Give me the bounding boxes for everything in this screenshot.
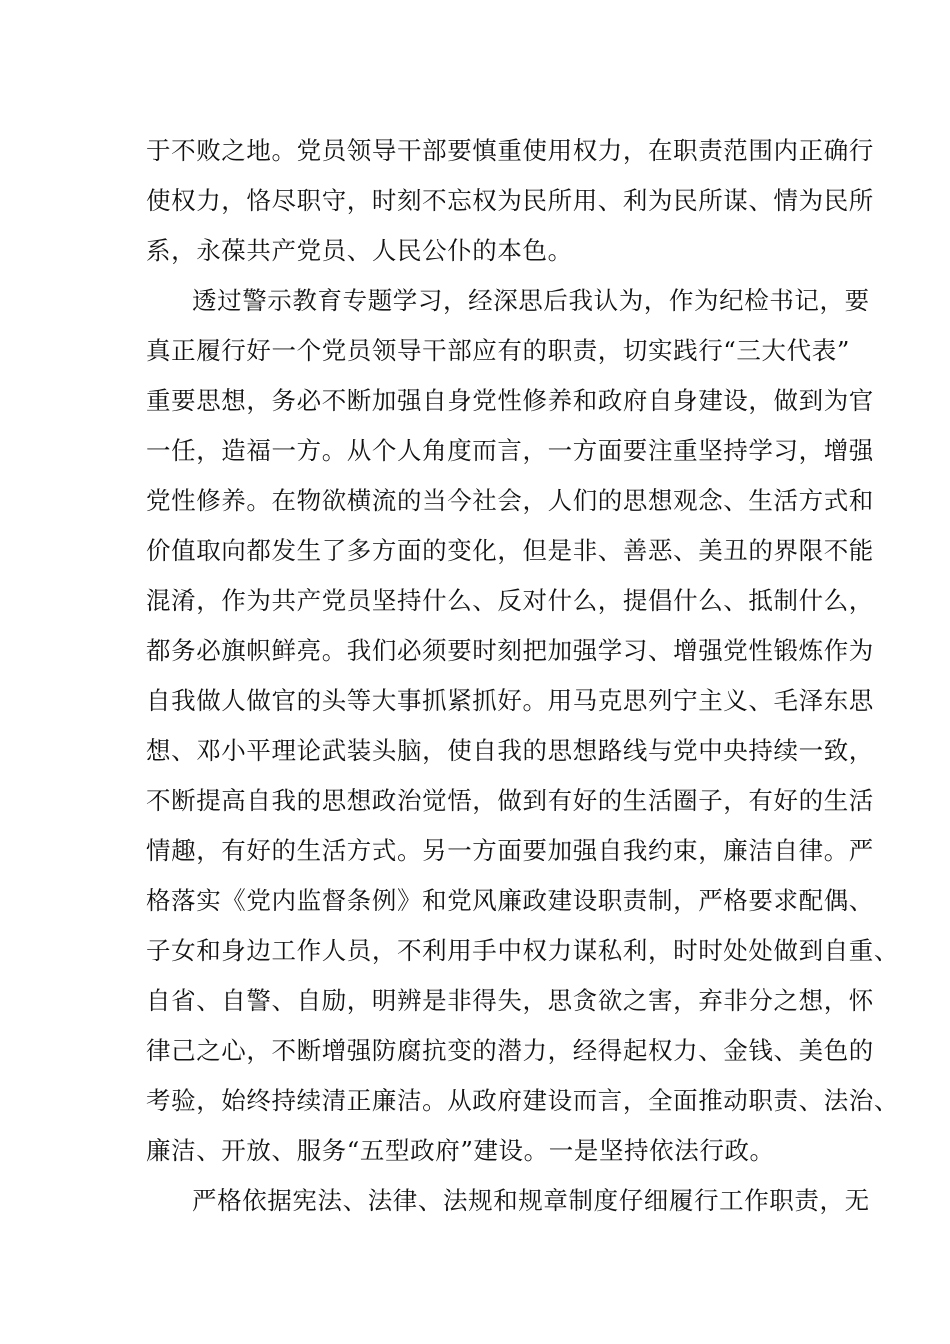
text-line: 于不败之地。党员领导干部要慎重使用权力，在职责范围内正确行 (146, 136, 874, 165)
text-line: 格落实《党内监督条例》和党风廉政建设职责制，严格要求配偶、 (146, 886, 874, 915)
paragraph-first-line: 严格依据宪法、法律、法规和规章制度仔细履行工作职责，无 (192, 1186, 870, 1215)
text-line: 系，永葆共产党员、人民公仆的本色。 (146, 236, 573, 265)
text-line: 重要思想，务必不断加强自身党性修养和政府自身建设，做到为官 (146, 386, 874, 415)
text-line: 真正履行好一个党员领导干部应有的职责，切实践行“三大代表” (146, 336, 850, 365)
text-line: 廉洁、开放、服务“五型政府”建设。一是坚持依法行政。 (146, 1136, 775, 1165)
text-line: 混淆，作为共产党员坚持什么、反对什么，提倡什么、抵制什么， (146, 586, 874, 615)
text-line: 子女和身边工作人员，不利用手中权力谋私利，时时处处做到自重、 (146, 936, 899, 965)
paragraph-first-line: 透过警示教育专题学习，经深思后我认为，作为纪检书记，要 (192, 286, 870, 315)
text-line: 使权力，恪尽职守，时刻不忘权为民所用、利为民所谋、情为民所 (146, 186, 874, 215)
text-line: 自省、自警、自励，明辨是非得失，思贪欲之害，弃非分之想，怀 (146, 986, 874, 1015)
text-line: 党性修养。在物欲横流的当今社会，人们的思想观念、生活方式和 (146, 486, 874, 515)
text-line: 想、邓小平理论武装头脑，使自我的思想路线与党中央持续一致， (146, 736, 874, 765)
text-line: 情趣，有好的生活方式。另一方面要加强自我约束，廉洁自律。严 (146, 836, 874, 865)
text-line: 自我做人做官的头等大事抓紧抓好。用马克思列宁主义、毛泽东思 (146, 686, 874, 715)
text-line: 一任，造福一方。从个人角度而言，一方面要注重坚持学习，增强 (146, 436, 874, 465)
text-line: 都务必旗帜鲜亮。我们必须要时刻把加强学习、增强党性锻炼作为 (146, 636, 874, 665)
text-line: 价值取向都发生了多方面的变化，但是非、善恶、美丑的界限不能 (146, 536, 874, 565)
text-line: 不断提高自我的思想政治觉悟，做到有好的生活圈子，有好的生活 (146, 786, 874, 815)
text-line: 考验，始终持续清正廉洁。从政府建设而言，全面推动职责、法治、 (146, 1086, 899, 1115)
text-line: 律己之心，不断增强防腐抗变的潜力，经得起权力、金钱、美色的 (146, 1036, 874, 1065)
